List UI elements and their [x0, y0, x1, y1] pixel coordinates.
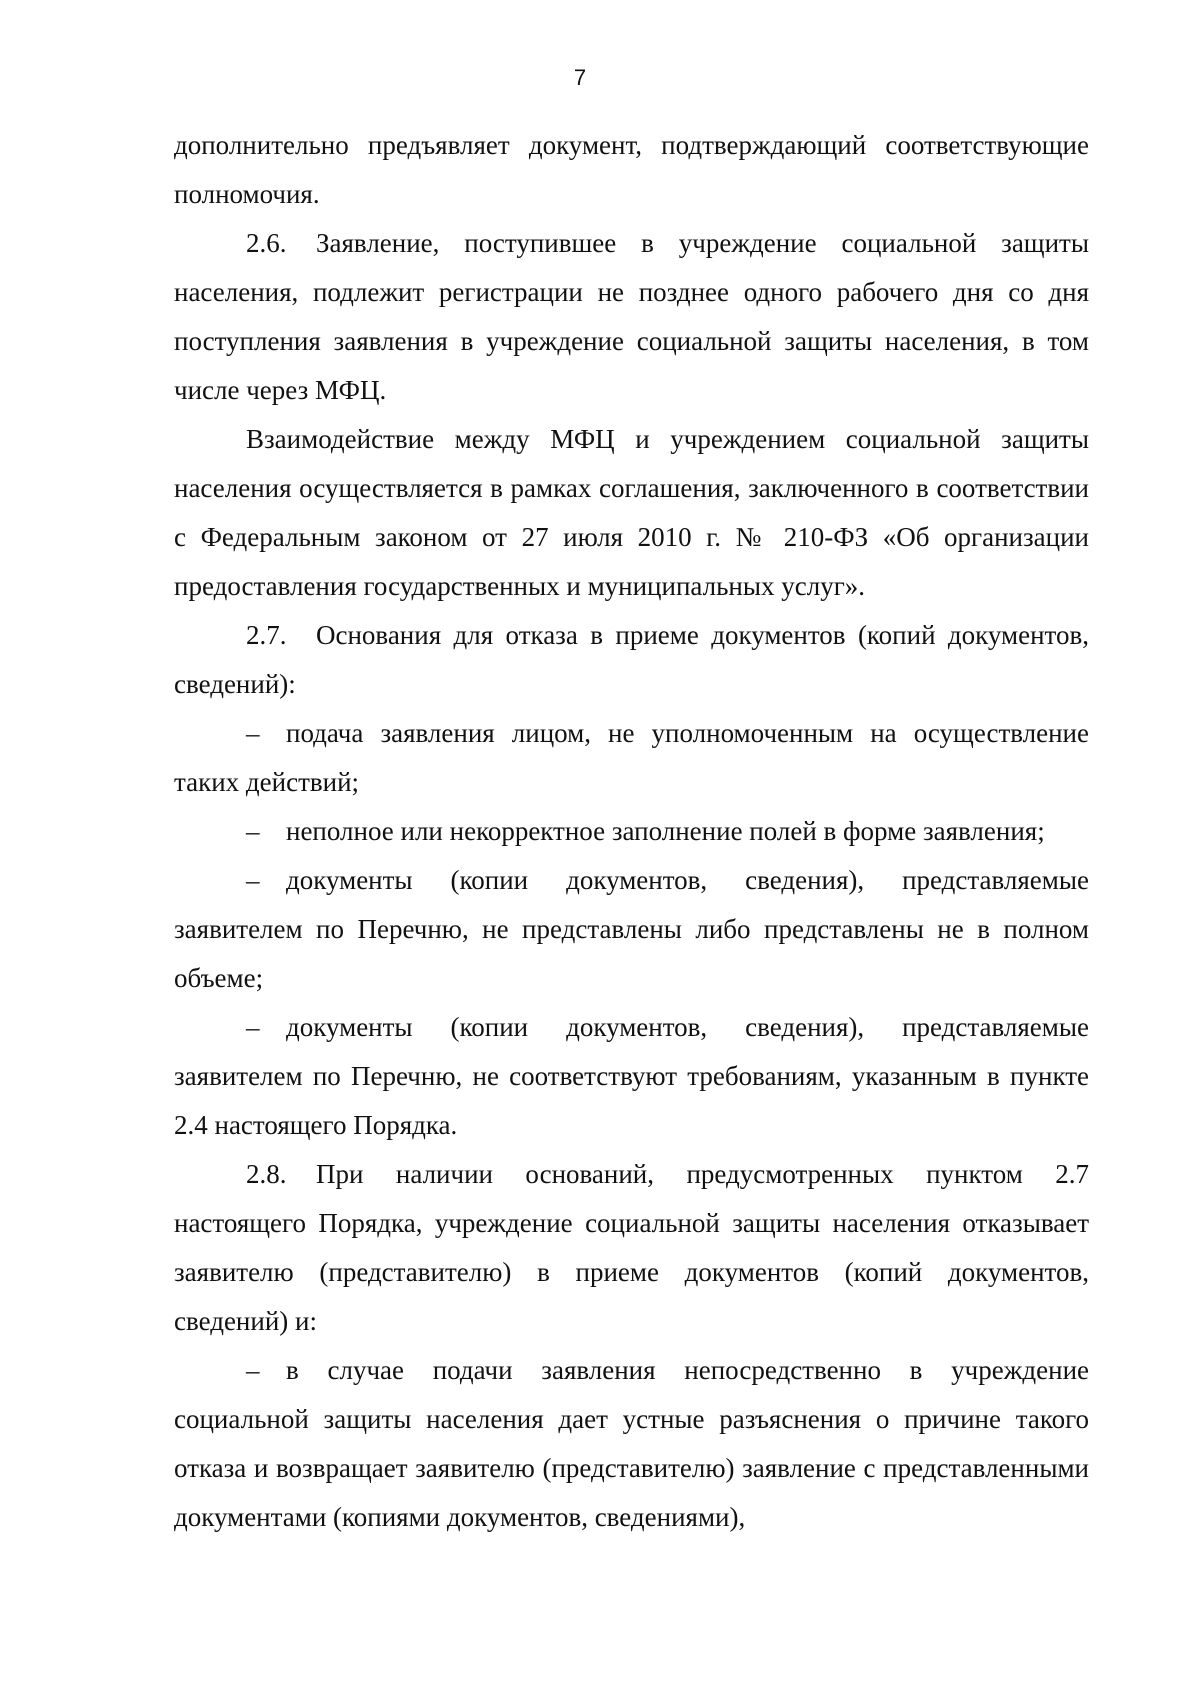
- list-bullet: –: [246, 816, 260, 846]
- paragraph-number: 2.7.: [246, 620, 287, 650]
- list-item: [174, 709, 1089, 807]
- paragraph-text: неполное или некорректное заполнение полей в форме заявления;: [286, 816, 1045, 846]
- document-body: [174, 121, 1089, 1542]
- paragraph-text: При наличии оснований, предусмотренных пунктом 2.7 настоящего Порядка, учреждение социальной защиты населения отказывает заявителю (представителю) в приеме документов (копий документов, сведений) и:: [174, 1159, 1089, 1336]
- paragraph-interaction: [174, 415, 1089, 611]
- paragraph-text: в случае подачи заявления непосредственно в учреждение социальной защиты населения дает устные разъяснения о причине такого отказа и возвращает заявителю (представителю) заявление с представленными документами (копиями документов, сведениями),: [174, 1355, 1089, 1532]
- paragraph-text: дополнительно предъявляет документ, подтверждающий соответствующие полномочия.: [174, 130, 1089, 209]
- paragraph-text: Взаимодействие между МФЦ и учреждением социальной защиты населения осуществляется в рамках соглашения, заключенного в соответствии с Федеральным законом от 27 июля 2010 г. № 210-ФЗ «Об организации предоставления государственных и муниципальных услуг».: [174, 424, 1089, 601]
- paragraph-2-8: [174, 1150, 1089, 1346]
- paragraph-continuation: [174, 121, 1089, 219]
- list-item: [174, 1003, 1089, 1150]
- paragraph-number: 2.6.: [246, 228, 287, 258]
- list-bullet: –: [246, 1355, 260, 1385]
- paragraph-text: документы (копии документов, сведения), представляемые заявителем по Перечню, не представлены либо представлены не в полном объеме;: [174, 865, 1089, 993]
- list-item: [174, 1346, 1089, 1542]
- paragraph-text: подача заявления лицом, не уполномоченным на осуществление таких действий;: [174, 718, 1089, 797]
- list-item: [174, 807, 1089, 856]
- list-bullet: –: [246, 1012, 260, 1042]
- page-number: 7: [573, 65, 587, 90]
- paragraph-text: Основания для отказа в приеме документов (копий документов, сведений):: [174, 620, 1089, 699]
- paragraph-text: Заявление, поступившее в учреждение социальной защиты населения, подлежит регистрации не позднее одного рабочего дня со дня поступления заявления в учреждение социальной защиты населения, в том числе через МФЦ.: [174, 228, 1089, 405]
- paragraph-2-6: [174, 219, 1089, 415]
- list-bullet: –: [246, 718, 260, 748]
- list-item: [174, 856, 1089, 1003]
- paragraph-number: 2.8.: [246, 1159, 287, 1189]
- paragraph-text: документы (копии документов, сведения), представляемые заявителем по Перечню, не соответствуют требованиям, указанным в пункте 2.4 настоящего Порядка.: [174, 1012, 1089, 1140]
- list-bullet: –: [246, 865, 260, 895]
- paragraph-2-7: [174, 611, 1089, 709]
